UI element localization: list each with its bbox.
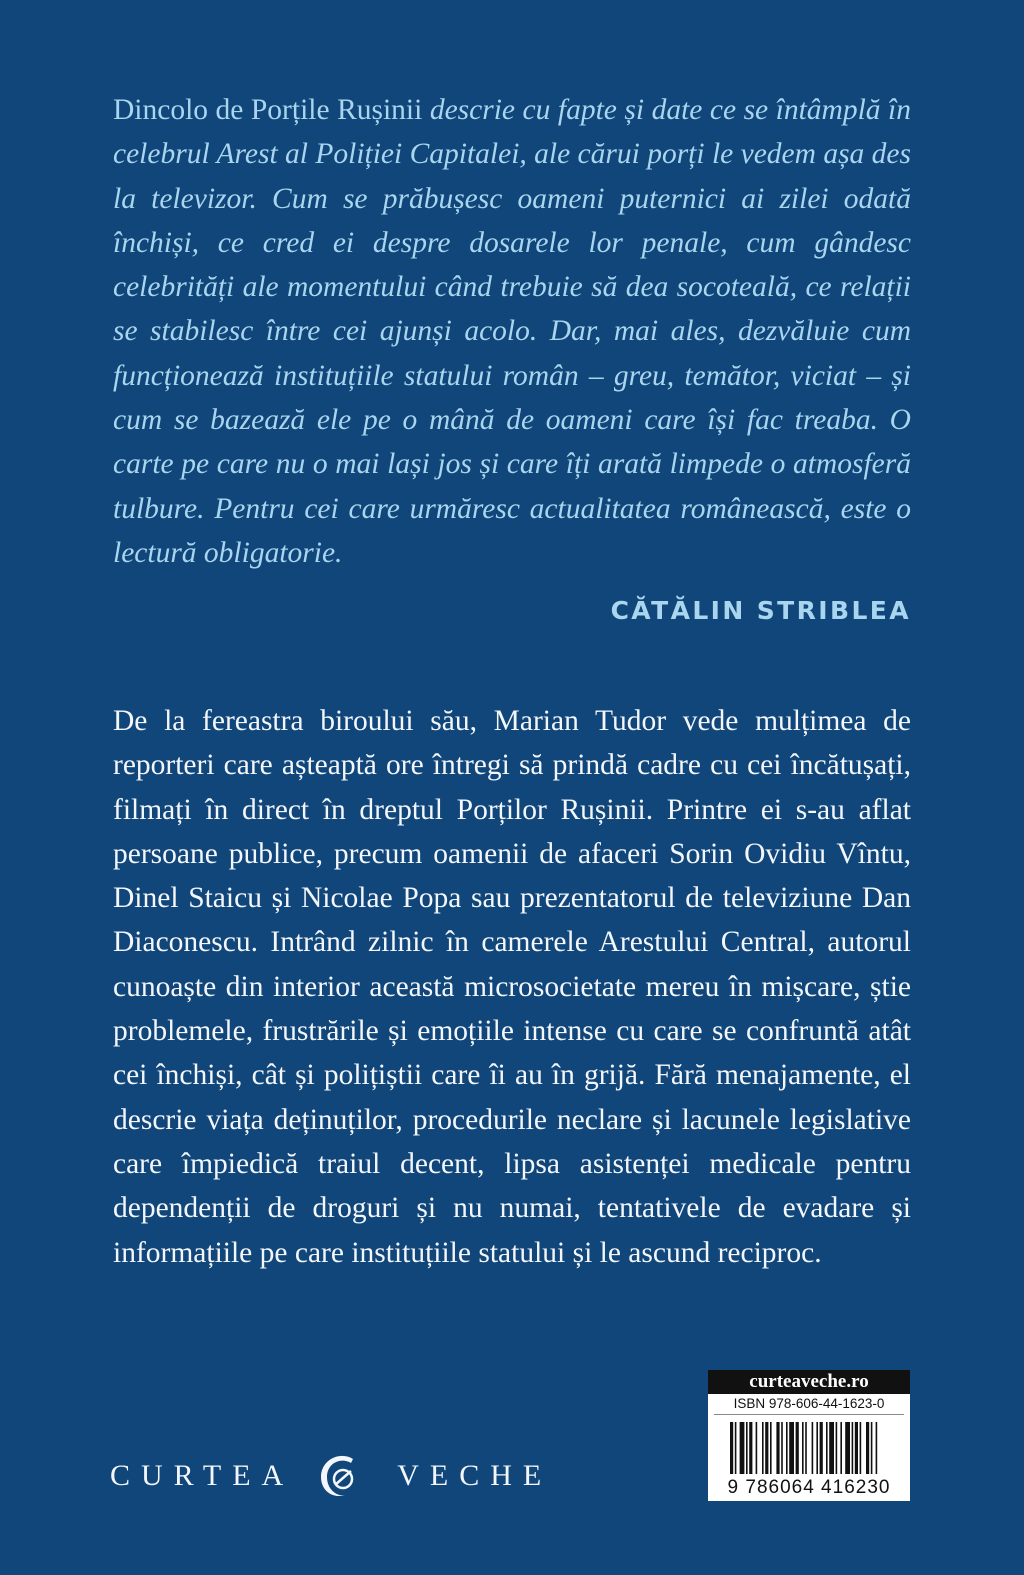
curtea-veche-monogram-icon — [315, 1451, 365, 1501]
isbn-number: ISBN 978-606-44-1623-0 — [714, 1394, 904, 1415]
barcode-bar — [855, 1422, 858, 1474]
book-description: De la fereastra biroului său, Marian Tudor vede mulțimea de reporteri care așteaptă ore întregi să prindă cadre cu cei încătușați, filmați în direct în dreptul Porților Rușinii. Printre ei s-au aflat persoane publice, precum oamenii de afaceri Sorin Ovidiu Vîntu, Dinel Staicu și Nicolae Popa sau prezentatorul de televiziune Dan Diaconescu. Intrând zilnic în camerele Arestului Central, autorul cunoaște din interior această microsocietate mereu în mișcare, știe problemele, frustrările și emoțiile intense cu care se confruntă atât cei închiși, cât și polițiștii care îi au în grijă. Fără menajamente, el descrie viața deținuților, procedurile neclare și lacunele legislative care împiedică traiul decent, lipsa asistenței medicale pentru dependenții de droguri și nu numai, tentativele de evadare și informațiile pe care instituțiile statului și le ascund reciproc. — [113, 705, 911, 1269]
barcode-bar — [876, 1422, 878, 1474]
barcode-bar — [762, 1422, 764, 1474]
barcode-digits: 9 786064 416230 — [727, 1477, 891, 1498]
barcode-bar — [765, 1422, 768, 1474]
publisher-word-left: CURTEA — [110, 1459, 295, 1493]
barcode-bar — [776, 1422, 779, 1474]
barcode-bar — [749, 1422, 752, 1474]
barcode-bar — [756, 1422, 758, 1474]
barcode-bar — [836, 1422, 838, 1474]
barcode-bar — [812, 1422, 814, 1474]
barcode-bar — [789, 1422, 794, 1474]
barcode-bar — [860, 1422, 862, 1474]
barcode-bar — [845, 1422, 850, 1474]
barcode-bar — [781, 1422, 783, 1474]
barcode-bars — [708, 1420, 910, 1476]
blurb-author: CĂTĂLIN STRIBLEA — [610, 596, 911, 625]
barcode-bar — [786, 1422, 788, 1474]
barcode-bar — [852, 1422, 854, 1474]
barcode-bar — [871, 1422, 873, 1474]
book-title: Dincolo de Porțile Rușinii — [113, 94, 423, 126]
barcode-label — [708, 1370, 910, 1501]
barcode-bar — [802, 1422, 804, 1474]
barcode-bar — [770, 1422, 772, 1474]
barcode-bar — [730, 1422, 733, 1474]
publisher-website: curteaveche.ro — [708, 1370, 910, 1394]
barcode-bar — [866, 1422, 869, 1474]
barcode-bar — [840, 1422, 842, 1474]
publisher-logo — [110, 1449, 553, 1499]
barcode-bar — [735, 1422, 737, 1474]
blurb-text: descrie cu fapte și date ce se întâmplă în celebrul Arest al Poliției Capitalei, ale cărui porți le vedem așa des la televizor. Cum se prăbușesc oameni puternici ai zilei odată închiși, ce cred ei despre dosarele lor penale, cum gândesc celebrități ale momentului când trebuie să dea socoteală, ce relații se stabilesc între cei ajunși acolo. Dar, mai ales, dezvăluie cum funcționează instituțiile statului român – greu, temător, viciat – și cum se bazează ele pe o mână de oameni care își fac treaba. O carte pe care nu o mai lași jos și care îți arată limpede o atmosferă tulbure. Pentru cei care urmăresc actualitatea românească, este o lectură obligatorie. — [113, 94, 911, 569]
barcode-bar — [829, 1422, 834, 1474]
blurb-quote — [113, 88, 911, 575]
barcode-bar — [746, 1422, 748, 1474]
barcode-bar — [826, 1422, 828, 1474]
barcode-bar — [740, 1422, 745, 1474]
barcode-bar — [805, 1422, 807, 1474]
barcode-bar — [816, 1422, 818, 1474]
publisher-word-right: VECHE — [397, 1459, 553, 1493]
barcode-bar — [796, 1422, 799, 1474]
barcode-bar — [820, 1422, 823, 1474]
